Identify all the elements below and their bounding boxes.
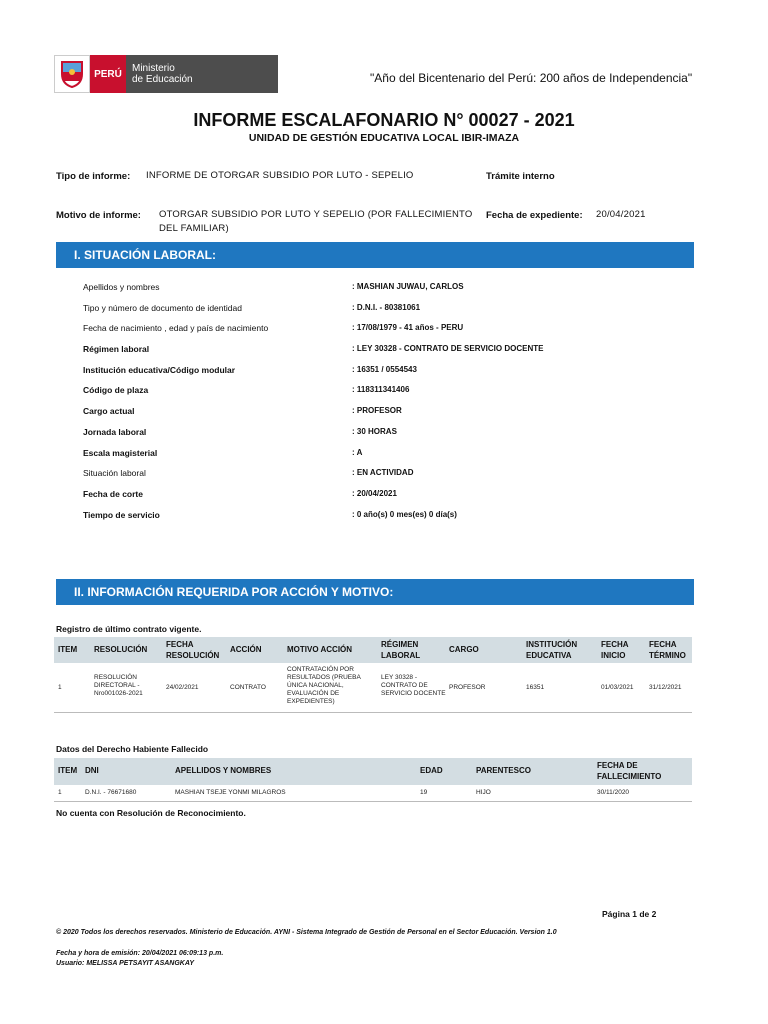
row-value: : A bbox=[352, 448, 363, 457]
col-fecha-fallecimiento-1: FECHA DE bbox=[597, 761, 638, 770]
col-accion: ACCIÓN bbox=[230, 645, 262, 654]
deceased-table-header bbox=[54, 758, 692, 785]
col-fecha-inicio-2: INICIO bbox=[601, 651, 626, 660]
col-dni: DNI bbox=[85, 766, 99, 775]
row-value: : 16351 / 0554543 bbox=[352, 365, 417, 374]
row-value: : PROFESOR bbox=[352, 406, 402, 415]
peru-label: PERÚ bbox=[90, 55, 126, 93]
row-value: : 118311341406 bbox=[352, 385, 410, 394]
row-label: Fecha de corte bbox=[83, 489, 143, 499]
cell-apellidos-nombres: MASHIAN TSEJE YONMI MILAGROS bbox=[175, 789, 286, 796]
row-label: Escala magisterial bbox=[83, 448, 158, 458]
col-fecha-termino-1: FECHA bbox=[649, 640, 677, 649]
table-row bbox=[54, 663, 692, 713]
user: Usuario: MELISSA PETSAYIT ASANGKAY bbox=[56, 960, 195, 967]
section-situacion-laboral: I. SITUACIÓN LABORAL: bbox=[56, 242, 694, 268]
row-value: : 30 HORAS bbox=[352, 427, 397, 436]
col-parentesco: PARENTESCO bbox=[476, 766, 531, 775]
row-label: Código de plaza bbox=[83, 385, 149, 395]
report-title: INFORME ESCALAFONARIO N° 00027 - 2021 bbox=[193, 110, 575, 130]
cell-resolucion-3: Nro001026-2021 bbox=[94, 690, 143, 697]
cell-item: 1 bbox=[58, 789, 62, 796]
row-value: : LEY 30328 - CONTRATO DE SERVICIO DOCENTE bbox=[352, 344, 544, 353]
row-value: : D.N.I. - 80381061 bbox=[352, 303, 421, 312]
col-institucion-1: INSTITUCIÓN bbox=[526, 640, 578, 649]
col-fecha-fallecimiento-2: FALLECIMIENTO bbox=[597, 772, 662, 781]
row-value: : 20/04/2021 bbox=[352, 489, 397, 498]
row-label: Tiempo de servicio bbox=[83, 510, 160, 520]
tramite-label: Trámite interno bbox=[486, 171, 555, 182]
tipo-label: Tipo de informe: bbox=[56, 171, 131, 182]
cell-fecha-inicio: 01/03/2021 bbox=[601, 684, 634, 691]
row-label: Tipo y número de documento de identidad bbox=[83, 303, 242, 313]
col-fecha-resolucion-2: RESOLUCIÓN bbox=[166, 651, 220, 660]
cell-accion: CONTRATO bbox=[230, 684, 266, 691]
cell-cargo: PROFESOR bbox=[449, 684, 486, 691]
col-regimen-2: LABORAL bbox=[381, 651, 421, 660]
col-apellidos-nombres: APELLIDOS Y NOMBRES bbox=[175, 766, 272, 775]
col-resolucion: RESOLUCIÓN bbox=[94, 645, 148, 654]
col-motivo: MOTIVO ACCIÓN bbox=[287, 645, 353, 654]
contract-table-header bbox=[54, 637, 692, 663]
emission-date: Fecha y hora de emisión: 20/04/2021 06:09:13 p.m. bbox=[56, 950, 224, 957]
cell-dni: D.N.I. - 76671680 bbox=[85, 789, 137, 796]
fecha-expediente-value: 20/04/2021 bbox=[596, 209, 646, 220]
cell-motivo-5: EXPEDIENTES) bbox=[287, 698, 335, 705]
copyright: © 2020 Todos los derechos reservados. Ministerio de Educación. AYNI - Sistema Integrado de Gestión de Personal en el Sector Educación. Version 1.0 bbox=[56, 929, 557, 936]
cell-institucion: 16351 bbox=[526, 684, 545, 691]
col-item: ITEM bbox=[58, 645, 78, 654]
report-subtitle: UNIDAD DE GESTIÓN EDUCATIVA LOCAL IBIR-IMAZA bbox=[248, 132, 520, 144]
row-value: : MASHIAN JUWAU, CARLOS bbox=[352, 282, 464, 291]
row-label: Cargo actual bbox=[83, 406, 135, 416]
col-fecha-termino-2: TÉRMINO bbox=[649, 651, 686, 660]
row-label: Situación laboral bbox=[83, 468, 146, 478]
page-number: Página 1 de 2 bbox=[602, 909, 657, 919]
coat-of-arms-icon bbox=[54, 55, 90, 93]
cell-regimen-1: LEY 30328 - bbox=[381, 674, 418, 681]
cell-fecha-resolucion: 24/02/2021 bbox=[166, 684, 199, 691]
cell-item: 1 bbox=[58, 684, 62, 691]
ministry-logo bbox=[54, 55, 278, 93]
cell-resolucion-2: DIRECTORAL - bbox=[94, 682, 140, 689]
motivo-label: Motivo de informe: bbox=[56, 210, 141, 221]
cell-regimen-2: CONTRATO DE bbox=[381, 682, 428, 689]
cell-motivo-4: EVALUACIÓN DE bbox=[287, 690, 340, 697]
cell-motivo-2: RESULTADOS (PRUEBA bbox=[287, 674, 361, 681]
cell-resolucion-1: RESOLUCIÓN bbox=[94, 674, 137, 681]
table-divider bbox=[54, 801, 692, 802]
cell-regimen-3: SERVICIO DOCENTE bbox=[381, 690, 446, 697]
cell-fecha-fallecimiento: 30/11/2020 bbox=[597, 789, 630, 796]
col-institucion-2: EDUCATIVA bbox=[526, 651, 572, 660]
contract-caption: Registro de último contrato vigente. bbox=[56, 624, 202, 634]
row-value: : 17/08/1979 - 41 años - PERU bbox=[352, 323, 464, 332]
row-value: : 0 año(s) 0 mes(es) 0 día(s) bbox=[352, 510, 457, 519]
cell-motivo-1: CONTRATACIÓN POR bbox=[287, 666, 354, 673]
col-regimen-1: RÉGIMEN bbox=[381, 640, 419, 649]
cell-parentesco: HIJO bbox=[476, 789, 491, 796]
table-divider bbox=[54, 712, 692, 713]
col-item: ITEM bbox=[58, 766, 78, 775]
col-cargo: CARGO bbox=[449, 645, 479, 654]
ministry-name bbox=[126, 55, 278, 93]
motivo-value-1: OTORGAR SUBSIDIO POR LUTO Y SEPELIO (POR FALLECIMIENTO bbox=[159, 209, 473, 220]
table-row bbox=[54, 785, 692, 801]
cell-fecha-termino: 31/12/2021 bbox=[649, 684, 682, 691]
motivo-value-2: DEL FAMILIAR) bbox=[159, 223, 229, 234]
row-label: Institución educativa/Código modular bbox=[83, 365, 236, 375]
col-edad: EDAD bbox=[420, 766, 443, 775]
motto: "Año del Bicentenario del Perú: 200 años de Independencia" bbox=[370, 71, 693, 85]
section-informacion-requerida: II. INFORMACIÓN REQUERIDA POR ACCIÓN Y MOTIVO: bbox=[56, 579, 694, 605]
cell-motivo-3: ÚNICA NACIONAL, bbox=[287, 682, 344, 689]
tipo-value: INFORME DE OTORGAR SUBSIDIO POR LUTO - SEPELIO bbox=[146, 170, 414, 181]
row-label: Fecha de nacimiento , edad y país de nacimiento bbox=[83, 323, 269, 333]
row-value: : EN ACTIVIDAD bbox=[352, 468, 414, 477]
ministry-line-1: Ministerio bbox=[132, 63, 175, 74]
fecha-expediente-label: Fecha de expediente: bbox=[486, 210, 583, 221]
deceased-caption: Datos del Derecho Habiente Fallecido bbox=[56, 744, 209, 754]
col-fecha-inicio-1: FECHA bbox=[601, 640, 629, 649]
cell-edad: 19 bbox=[420, 789, 428, 796]
row-label: Apellidos y nombres bbox=[83, 282, 160, 292]
col-fecha-resolucion-1: FECHA bbox=[166, 640, 194, 649]
ministry-line-2: de Educación bbox=[132, 74, 193, 85]
row-label: Régimen laboral bbox=[83, 344, 150, 354]
no-resolution-note: No cuenta con Resolución de Reconocimiento. bbox=[56, 808, 246, 818]
row-label: Jornada laboral bbox=[83, 427, 147, 437]
